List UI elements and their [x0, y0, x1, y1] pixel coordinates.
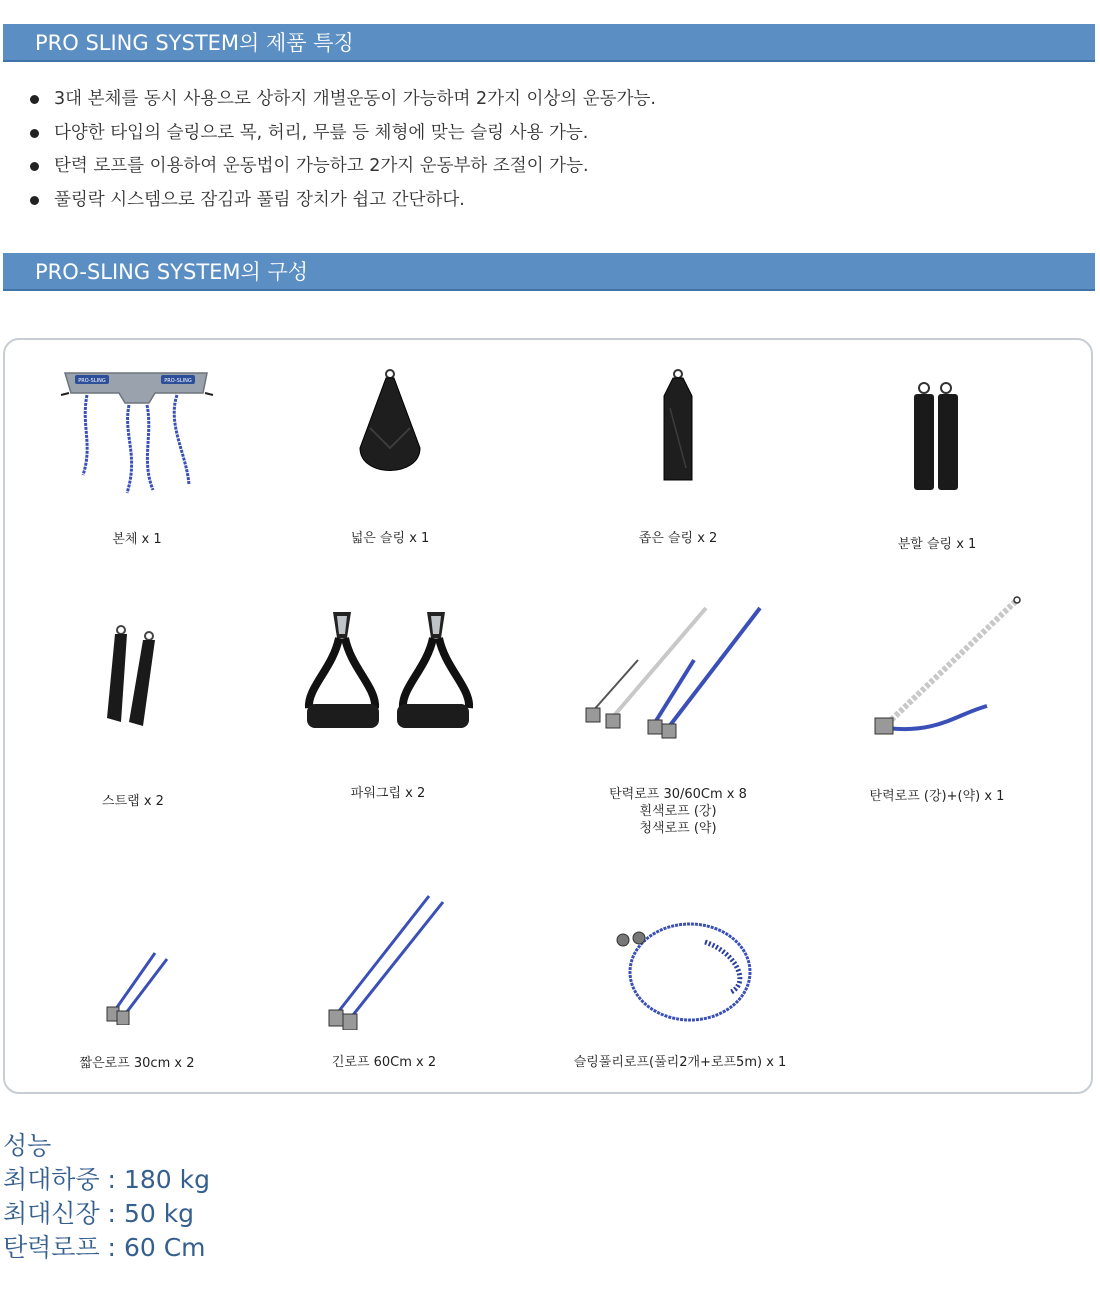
component-wide-sling — [280, 368, 500, 547]
strap-image — [93, 622, 173, 732]
performance-label: 탄력로프 — [3, 1233, 100, 1262]
feature-item: 3대 본체를 동시 사용으로 상하지 개별운동이 가능하며 2가지 이상의 운동가능. — [30, 86, 656, 120]
component-caption-blue-rope: 청색로프 (약) — [639, 821, 717, 836]
component-short-rope — [27, 945, 247, 1072]
component-caption: 본체 x 1 — [112, 532, 162, 547]
component-caption: 넓은 슬링 x 1 — [350, 531, 430, 546]
component-caption: 탄력로프 (강)+(약) x 1 — [869, 789, 1005, 804]
component-elastic-rope-combo — [827, 594, 1047, 805]
component-strap — [23, 622, 243, 810]
component-elastic-rope-set — [568, 600, 788, 837]
performance-title: 성능 — [3, 1131, 52, 1160]
feature-list — [30, 86, 656, 220]
component-caption: 슬링풀리로프(풀리2개+로프5m) x 1 — [573, 1055, 787, 1070]
component-caption: 탄력로프 30/60Cm x 8 — [609, 787, 747, 802]
component-caption: 좁은 슬링 x 2 — [638, 531, 718, 546]
narrow-sling-image — [648, 368, 708, 486]
short-rope-image — [97, 945, 177, 1025]
component-main-body — [27, 365, 247, 548]
feature-item: 다양한 타입의 슬링으로 목, 허리, 무릎 등 체형에 맞는 슬링 사용 가능. — [30, 120, 656, 154]
main-body-image — [57, 365, 217, 505]
performance-label: 최대하중 — [3, 1165, 100, 1194]
performance-label: 최대신장 — [3, 1199, 100, 1228]
power-grip-image — [303, 608, 473, 733]
component-pulley-rope — [540, 912, 820, 1071]
component-caption: 분할 슬링 x 1 — [897, 537, 977, 552]
split-sling-image — [902, 380, 972, 495]
performance-row-elastic-rope: 탄력로프 : 60 Cm — [3, 1233, 206, 1262]
elastic-rope-set-image — [578, 600, 778, 745]
main-body-logo-right: PRO-SLING — [164, 378, 192, 384]
performance-value: 50 kg — [123, 1199, 195, 1228]
features-section-header — [3, 24, 1095, 62]
component-caption-white-rope: 흰색로프 (강) — [639, 804, 717, 819]
performance-value: 60 Cm — [123, 1233, 206, 1262]
elastic-rope-combo-image — [847, 594, 1027, 744]
long-rope-image — [319, 890, 449, 1030]
components-section-title: PRO-SLING SYSTEM의 구성 — [35, 260, 309, 284]
performance-section — [3, 1129, 210, 1265]
main-body-logo-left: PRO-SLING — [78, 378, 106, 384]
component-long-rope — [274, 890, 494, 1071]
component-caption: 긴로프 60Cm x 2 — [331, 1055, 437, 1070]
component-narrow-sling — [568, 368, 788, 547]
component-split-sling — [827, 380, 1047, 553]
pulley-rope-image — [605, 912, 755, 1030]
wide-sling-image — [350, 368, 430, 486]
component-caption: 파워그립 x 2 — [350, 786, 426, 801]
components-section-header — [3, 253, 1095, 291]
component-caption: 짧은로프 30cm x 2 — [79, 1056, 195, 1071]
performance-row-max-stretch: 최대신장 : 50 kg — [3, 1199, 195, 1228]
component-power-grip — [278, 608, 498, 802]
performance-row-max-load: 최대하중 : 180 kg — [3, 1165, 210, 1194]
performance-value: 180 kg — [123, 1165, 210, 1194]
feature-item: 탄력 로프를 이용하여 운동법이 가능하고 2가지 운동부하 조절이 가능. — [30, 153, 656, 187]
component-caption: 스트랩 x 2 — [102, 794, 164, 809]
feature-item: 풀링락 시스템으로 잠김과 풀림 장치가 쉽고 간단하다. — [30, 187, 656, 221]
features-section-title: PRO SLING SYSTEM의 제품 특징 — [35, 31, 354, 55]
